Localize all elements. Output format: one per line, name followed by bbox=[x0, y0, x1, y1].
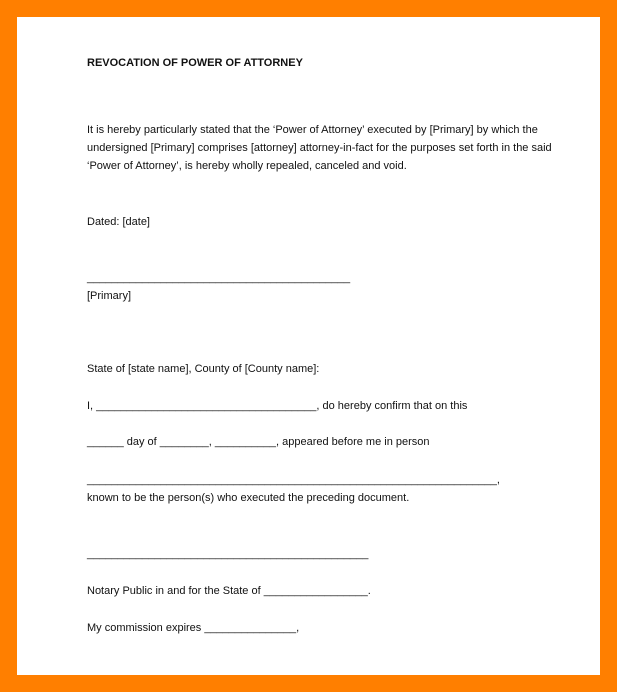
paragraph-line-3: ‘Power of Attorney’, is hereby wholly repealed, canceled and void. bbox=[87, 160, 407, 172]
notary-signature-line: ______________________________________________ bbox=[87, 548, 369, 560]
document-page bbox=[17, 17, 600, 675]
paragraph-line-2: undersigned [Primary] comprises [attorney] attorney-in-fact for the purposes set forth in the said bbox=[87, 142, 552, 154]
paragraph-line-1: It is hereby particularly stated that the ‘Power of Attorney’ executed by [Primary] by which the bbox=[87, 124, 538, 136]
confirm-line: I, ____________________________________, do hereby confirm that on this bbox=[87, 400, 468, 412]
primary-label: [Primary] bbox=[87, 290, 131, 302]
document-title: REVOCATION OF POWER OF ATTORNEY bbox=[87, 57, 303, 69]
commission-line: My commission expires _______________, bbox=[87, 622, 300, 634]
known-line: known to be the person(s) who executed the preceding document. bbox=[87, 492, 410, 504]
primary-signature-line: ___________________________________________ bbox=[87, 272, 351, 284]
notary-public-line: Notary Public in and for the State of _________________. bbox=[87, 585, 371, 597]
day-line: ______ day of ________, __________, appeared before me in person bbox=[87, 436, 430, 448]
state-county-line: State of [state name], County of [County name]: bbox=[87, 363, 320, 375]
dated-line: Dated: [date] bbox=[87, 216, 150, 228]
person-line: ___________________________________________________________________, bbox=[87, 474, 500, 486]
document-body bbox=[17, 17, 600, 675]
